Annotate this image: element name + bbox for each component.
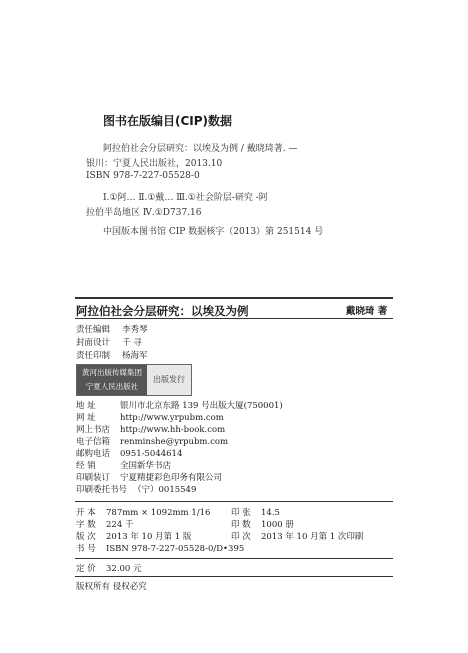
publisher-info-row [76,471,222,483]
cip-line-6: 中国版本图书馆 CIP 数据核字（2013）第 251514 号 [103,227,324,237]
cip-line-1: 阿拉伯社会分层研究：以埃及为例 / 戴晓琦著. — [103,144,298,154]
spec-row [76,506,210,518]
staff-label: 封面设计 [76,338,111,348]
info-label: 邮购电话 [76,449,111,459]
price-label: 定 价 [76,564,96,574]
title-top-rule [75,297,393,299]
publisher-info-row [76,459,171,471]
staff-row [76,349,148,361]
info-label: 网 址 [76,413,96,423]
publisher-logo [76,364,192,396]
price-value: 32.00 元 [106,564,142,574]
info-value: 全国新华书店 [120,461,172,471]
staff-label: 责任编辑 [76,325,111,335]
spec-label: 印 次 [231,532,251,542]
info-label: 经 销 [76,461,96,471]
book-title: 阿拉伯社会分层研究：以埃及为例 [76,304,249,318]
spec-row [76,518,133,530]
spec-value: 2013 年 10 月第 1 次印刷 [261,532,364,542]
price-bottom-rule [75,576,393,577]
spec-value: 2013 年 10 月第 1 版 [106,532,192,542]
info-value: renminshe@yrpubm.com [120,437,229,447]
info-label: 印刷委托书号 [76,485,128,495]
info-value: 0951-5044614 [120,449,183,459]
cip-line-4: Ⅰ.①阿… Ⅱ.①戴… Ⅲ.①社会阶层-研究 -阿 [103,193,268,203]
info-value: （宁）0015549 [133,485,197,495]
spec-row [231,530,363,542]
publisher-info-row [76,411,224,423]
spec-label: 印 数 [231,520,251,530]
info-value: 宁夏精捷彩色印务有限公司 [120,473,223,483]
spec-row [231,518,294,530]
publisher-info-row [76,423,225,435]
spec-label: 书 号 [76,544,96,554]
price-top-rule [75,558,393,559]
spec-row [76,530,191,542]
logo-group-name: 黄河出版传媒集团 [82,368,142,377]
spec-row [231,506,280,518]
publisher-info-row [76,435,228,447]
copyright-notice: 版权所有 侵权必究 [76,582,147,592]
logo-press-block [77,365,147,395]
spec-value: 14.5 [261,508,280,518]
title-bottom-rule [75,318,393,319]
staff-value: 杨海军 [122,351,148,361]
book-author: 戴晓琦 著 [346,306,388,317]
spec-value: 787mm × 1092mm 1/16 [106,508,211,518]
staff-value: 李秀琴 [122,325,148,335]
info-label: 印刷装订 [76,473,111,483]
info-value: http://www.hh-book.com [120,425,226,435]
staff-row [76,336,142,348]
logo-tag: 出版发行 [147,365,191,395]
cip-heading: 图书在版编目(CIP)数据 [103,114,233,128]
spec-value: ISBN 978-7-227-05528-0/D•395 [106,544,245,554]
staff-value: 千 寻 [122,338,142,348]
spec-label: 开 本 [76,508,96,518]
staff-row [76,323,148,335]
spec-value: 1000 册 [261,520,294,530]
info-label: 网上书店 [76,425,111,435]
info-label: 电子信箱 [76,437,111,447]
spec-label: 字 数 [76,520,96,530]
publisher-info-row [76,483,196,495]
cip-line-2: 银川：宁夏人民出版社，2013.10 [86,159,223,169]
staff-label: 责任印制 [76,351,111,361]
spec-row [76,542,244,554]
logo-press-name: 宁夏人民出版社 [85,382,139,391]
spec-label: 印 张 [231,508,251,518]
info-value: http://www.yrpubm.com [120,413,224,423]
info-value: 银川市北京东路 139 号出版大厦(750001) [120,401,283,411]
cip-line-5: 拉伯半岛地区 Ⅳ.①D737.16 [86,208,202,218]
info-label: 地 址 [76,401,96,411]
publisher-info-row [76,447,182,459]
specs-top-rule [75,501,393,502]
spec-value: 224 千 [106,520,134,530]
price-row [76,562,142,574]
cip-line-3: ISBN 978-7-227-05528-0 [86,171,200,181]
publisher-info-row [76,399,283,411]
spec-label: 版 次 [76,532,96,542]
